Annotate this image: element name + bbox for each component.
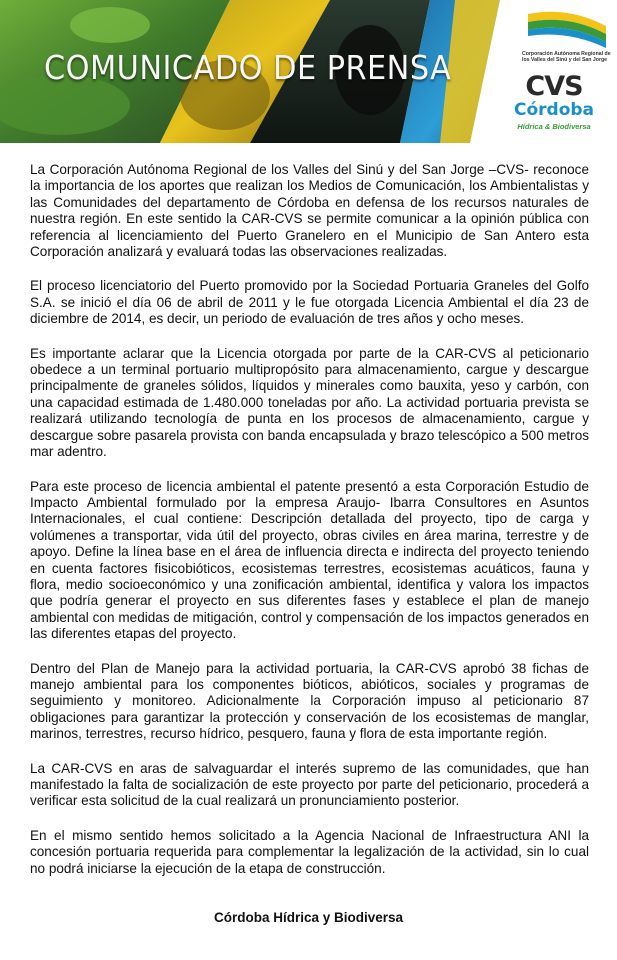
cvs-logo xyxy=(498,10,610,138)
logo-stripes-icon xyxy=(498,10,610,54)
paragraph-7: En el mismo sentido hemos solicitado a la Agencia Nacional de Infraestructura ANI la concesión portuaria requerida para complementar la legalización de la actividad, sin lo cual no podrá iniciarse la ejecución de la etapa de construcción. xyxy=(30,827,589,876)
signature: Córdoba Hídrica y Biodiversa xyxy=(213,910,404,925)
paragraph-3: Es importante aclarar que la Licencia otorgada por parte de la CAR-CVS al peticionario obedece a un terminal portuario multipropósito para almacenamiento, cargue y descargue principalmente de graneles sólidos, líquidos y minerales como bauxita, yeso y carbón, con una capacidad estimada de 1.480.000 toneladas por año. La actividad portuaria prevista se realizará utilizando tecnología de punta en los procesos de almacenamiento, cargue y descargue sobre pasarela provista con banda encapsulada y brazo telescópico a 500 metros mar adentro. xyxy=(30,345,589,460)
logo-tagline: Hídrica & Biodiversa xyxy=(517,122,591,131)
header-banner xyxy=(0,0,617,143)
paragraph-1: La Corporación Autónoma Regional de los Valles del Sinú y del San Jorge –CVS- reconoce la importancia de los aportes que realizan los Medios de Comunicación, los Ambientalistas y las Comunidades del departamento de Córdoba en defensa de los recursos naturales de nuestra región. En este sentido la CAR-CVS se permite comunicar a la opinión pública con referencia al licenciamiento del Puerto Granelero en el Municipio de San Antero esta Corporación analizará y evaluará todas las observaciones realizadas. xyxy=(30,162,589,260)
paragraph-4: Para este proceso de licencia ambiental el patente presentó a esta Corporación Estudio de Impacto Ambiental formulado por la empresa Araujo- Ibarra Consultores en Asuntos Internacionales, el cual contiene: Descripción detallada del proyecto, tipo de carga y volúmenes a transportar, vida útil del proyecto, obras civiles en área marina, terrestre y de apoyo. Define la línea base en el área de influencia directa e indirecta del proyecto teniendo en cuenta factores fisicobióticos, ecosistemas terrestres, ecosistemas acuáticos, fauna y flora, medio socioeconómico y una zonificación ambiental, identifica y valora los impactos que podría generar el proyecto en sus diferentes fases y establece el plan de manejo ambiental con medidas de mitigación, control y compensación de los impactos generados en las diferentes etapas del proyecto. xyxy=(30,478,589,642)
paragraph-5: Dentro del Plan de Manejo para la actividad portuaria, la CAR-CVS aprobó 38 fichas de manejo ambiental para los componentes bióticos, abióticos, sociales y programas de seguimiento y monitoreo. Adicionalmente la Corporación impuso al peticionario 87 obligaciones para garantizar la protección y conservación de los ecosistemas de manglar, marinos, terrestres, recurso hídrico, pesquero, fauna y flora de esta importante región. xyxy=(30,660,589,742)
logo-region: Córdoba xyxy=(513,100,595,120)
paragraph-2: El proceso licenciatorio del Puerto promovido por la Sociedad Portuaria Graneles del Golfo S.A. se inició el día 06 de abril de 2011 y le fue otorgada Licencia Ambiental el día 23 de diciembre de 2014, es decir, un periodo de evaluación de tres años y ocho meses. xyxy=(30,278,589,327)
paragraph-6: La CAR-CVS en aras de salvaguardar el interés supremo de las comunidades, que han manifestado la falta de socialización de este proyecto por parte del peticionario, procederá a verificar esta solicitud de la cual realizará un pronunciamiento posterior. xyxy=(30,760,589,809)
page-title: COMUNICADO DE PRENSA xyxy=(44,48,452,87)
press-release-body xyxy=(30,162,589,895)
logo-org-name: Corporación Autónoma Regional de los Valles del Sinú y del San Jorge xyxy=(522,51,611,63)
logo-acronym: CVS xyxy=(525,71,583,102)
